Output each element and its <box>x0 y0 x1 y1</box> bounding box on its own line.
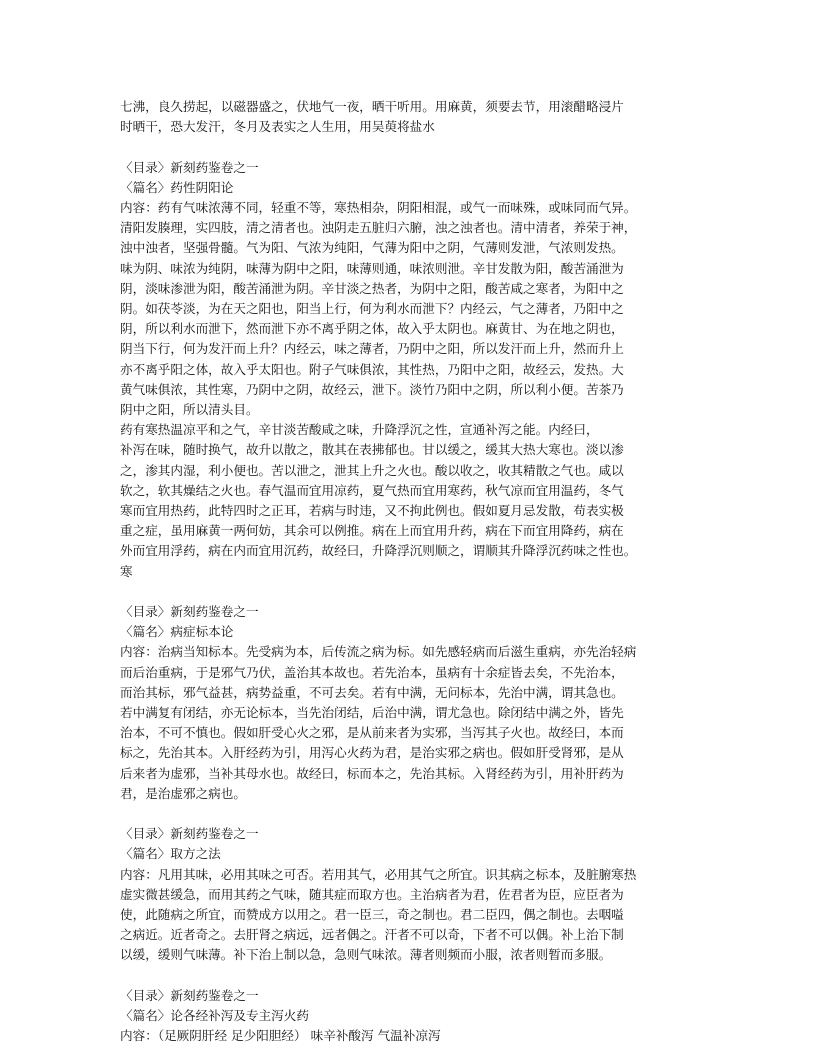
text-line: 亦不离乎阳之体，故入乎太阳也。附子气味俱浓，其性热，乃阳中之阳，故经云，发热。大 <box>120 361 624 377</box>
text-line: 若中满复有闭结，亦无论标本，当先治闭结，后治中满，谓尤急也。除闭结中满之外，皆先 <box>120 705 624 721</box>
text-line: 寒而宜用热药，此特四时之正耳，若病与时违，又不拘此例也。假如夏月忌发散，苟表实极 <box>120 503 624 519</box>
text-line: 清阳发腠理，实四肢，清之清者也。浊阴走五脏归六腑，浊之浊者也。清中清者，养荣于神， <box>120 220 637 236</box>
section-title: 〈篇名〉论各经补泻及专主泻火药 <box>120 1008 309 1024</box>
section-3 <box>120 824 700 965</box>
text-line: 阴。如茯苓淡，为在天之阳也，阳当上行，何为利水而泄下？内经云，气之薄者，乃阳中之 <box>120 301 624 317</box>
section-title: 〈篇名〉药性阴阳论 <box>120 179 234 195</box>
text-line: 外而宜用浮药，病在内而宜用沉药，故经曰，升降浮沉则顺之，谓顺其升降浮沉药味之性也。 <box>120 543 637 559</box>
catalog-label: 〈目录〉新刻药鉴卷之一 <box>120 159 259 175</box>
text-line: 七沸，良久捞起，以磁器盛之，伏地气一夜，晒干听用。用麻黄，须要去节，用滚醋略浸片 <box>120 99 624 114</box>
section-4 <box>120 986 700 1047</box>
catalog-label: 〈目录〉新刻药鉴卷之一 <box>120 987 259 1003</box>
text-line: 之，渗其内湿，利小便也。苦以泄之，泄其上升之火也。酸以收之，收其精散之气也。咸以 <box>120 462 624 478</box>
text-line: 以缓，缓则气味薄。补下治上制以急，急则气味浓。薄者则频而小服，浓者则暂而多服。 <box>120 947 612 963</box>
text-line: 软之，软其燥结之火也。春气温而宜用凉药，夏气热而宜用寒药，秋气凉而宜用温药，冬气 <box>120 482 624 498</box>
catalog-label: 〈目录〉新刻药鉴卷之一 <box>120 604 259 620</box>
section-1 <box>120 158 700 582</box>
text-line: 补泻在味，随时换气，故升以散之，散其在表拂郁也。甘以缓之，缓其大热大寒也。淡以渗 <box>120 442 624 458</box>
catalog-label: 〈目录〉新刻药鉴卷之一 <box>120 826 259 842</box>
text-line: 寒 <box>120 563 133 579</box>
text-line: 重之症，虽用麻黄一两何妨，其余可以例推。病在上而宜用升药，病在下而宜用降药，病在 <box>120 523 624 539</box>
text-line: 内容：（足厥阴肝经 足少阳胆经） 味辛补酸泻 气温补凉泻 <box>120 1028 441 1044</box>
text-line: 味为阴、味浓为纯阴，味薄为阴中之阳，味薄则通，味浓则泄。辛甘发散为阳，酸苦涌泄为 <box>120 260 624 276</box>
text-line: 药有寒热温凉平和之气，辛甘淡苦酸咸之味，升降浮沉之性，宣通补泻之能。内经曰， <box>120 422 599 438</box>
text-line: 内容：治病当知标本。先受病为本，后传流之病为标。如先感轻病而后滋生重病，亦先治轻病 <box>120 644 637 660</box>
text-line: 阴中之阳，所以清头目。 <box>120 402 259 418</box>
text-line: 内容：药有气味浓薄不同，轻重不等，寒热相杂，阴阳相混，或气一而味殊，或味同而气异。 <box>120 200 637 215</box>
text-line: 而治其标，邪气益甚，病势益重，不可去矣。若有中满，无问标本，先治中满，谓其急也。 <box>120 684 624 700</box>
text-line: 阴，所以利水而泄下，然而泄下亦不离乎阴之体，故入乎太阴也。麻黄甘、为在地之阴也， <box>120 321 624 337</box>
text-line: 而后治重病，于是邪气乃伏，盖治其本故也。若先治本，虽病有十余症皆去矣，不先治本， <box>120 664 624 680</box>
text-line: 阴当下行，何为发汗而上升？内经云，味之薄者，乃阴中之阳，所以发汗而上升，然而升上 <box>120 341 624 357</box>
text-line: 浊中浊者，坚强骨髓。气为阳、气浓为纯阳，气薄为阳中之阴，气薄则发泄，气浓则发热。 <box>120 240 624 256</box>
text-line: 内容：凡用其味，必用其味之可否。若用其气，必用其气之所宜。识其病之标本，及脏腑寒热 <box>120 866 637 882</box>
text-line: 黄气味俱浓，其性寒，乃阴中之阴，故经云，泄下。淡竹乃阳中之阴，所以利小便。苦茶乃 <box>120 381 624 397</box>
text-line: 虚实微甚缓急，而用其药之气味，随其症而取方也。主治病者为君，佐君者为臣，应臣者为 <box>120 886 624 902</box>
section-title: 〈篇名〉病症标本论 <box>120 624 234 640</box>
text-line: 使，此随病之所宜，而赞成方以用之。君一臣三，奇之制也。君二臣四，偶之制也。去咽嗌 <box>120 907 624 923</box>
document-page <box>120 97 700 1046</box>
text-line: 标之，先治其本。入肝经药为引，用泻心火药为君，是治实邪之病也。假如肝受肾邪，是从 <box>120 745 624 761</box>
text-line: 后来者为虚邪，当补其母水也。故经曰，标而本之，先治其标。入肾经药为引，用补肝药为 <box>120 765 624 781</box>
section-title: 〈篇名〉取方之法 <box>120 846 221 862</box>
text-line: 治本，不可不慎也。假如肝受心火之邪，是从前来者为实邪，当泻其子火也。故经曰，本而 <box>120 725 624 741</box>
text-line: 之病近。近者奇之。去肝肾之病远，远者偶之。汗者不可以奇，下者不可以偶。补上治下制 <box>120 927 624 943</box>
intro-paragraph <box>120 97 700 137</box>
text-line: 时晒干，恐大发汗，冬月及表实之人生用，用吴萸将盐水 <box>120 119 435 135</box>
text-line: 阴，淡味渗泄为阳，酸苦涌泄为阴。辛甘淡之热者，为阴中之阳，酸苦咸之寒者，为阳中之 <box>120 280 624 296</box>
text-line: 君，是治虚邪之病也。 <box>120 785 246 801</box>
section-2 <box>120 602 700 804</box>
